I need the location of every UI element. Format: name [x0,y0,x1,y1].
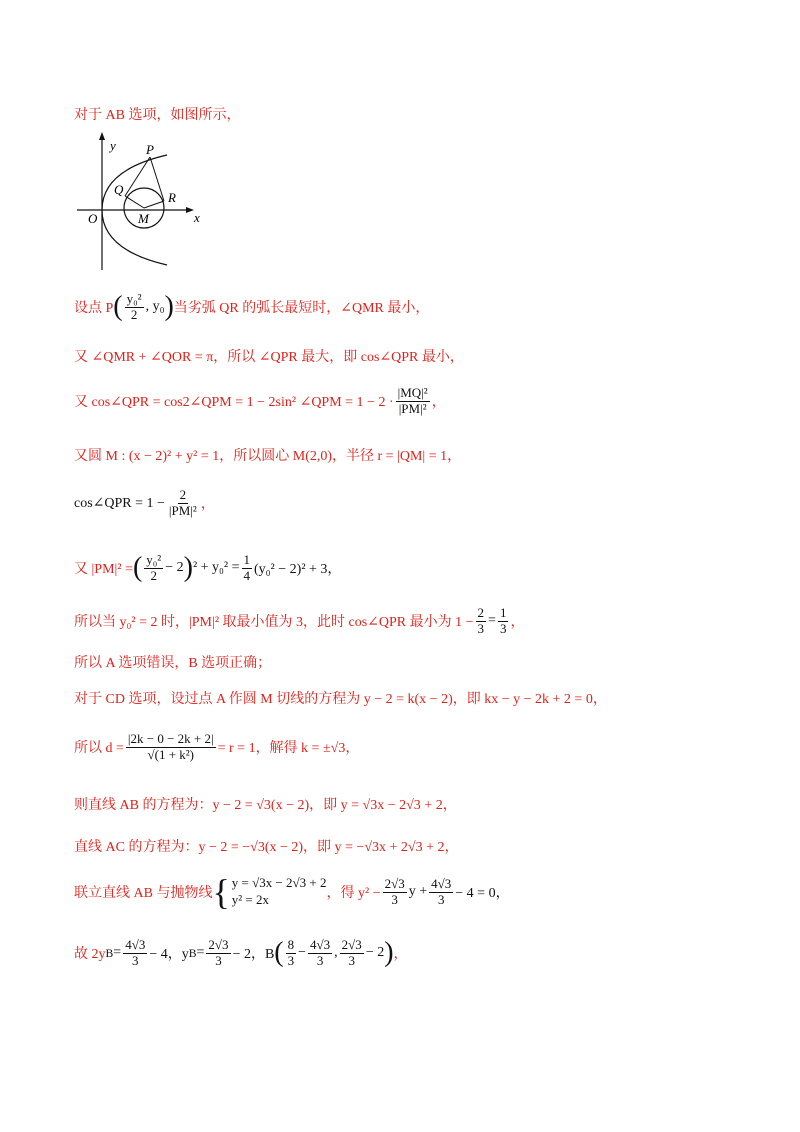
paren-open-2: ( [132,552,143,584]
fraction-1-4: $\frac{1}{4}$ [243,552,251,583]
paren-close: ) [164,291,174,323]
label-r: R [168,190,176,205]
label-y: y [110,138,116,153]
text-line-cos-qpr: cos∠QPR = 1 − $\frac{2}{\text{|PM|²}}$ ， [74,487,215,518]
text-line-angle-sum: 又 ∠QMR + ∠QOR = π，所以 ∠QPR 最大，即 cos∠QPR 最小， [74,350,464,365]
text-line-ac-equation: 直线 AC 的方程为：y − 2 = −√3(x − 2)，即 y = −√3x + 2√3 + 2， [74,840,459,855]
fraction-1-3: $\frac{1}{3}$ [499,605,507,636]
tangent-pq [125,157,150,196]
text-line-yb: 故 2y B = $\frac{4√3}{3}$ − 4，y B = $\frac{2√3}{3}$ − 2，B ( $\frac{8}{3}$ − $\frac{4√3}{3}$ , $\frac{2√3}{3}$ − 2 ) ， [74,937,408,969]
text-line-conclusion-ab: 所以 A 选项错误，B 选项正确； [74,656,272,671]
paren-open: ( [113,291,123,323]
radius-mr [144,201,164,208]
fraction-2sqrt3-3c: $\frac{2√3}{3}$ [341,937,362,968]
fraction-2-pm: $\frac{2}{\text{|PM|²}}$ [168,487,197,518]
tangent-pr [150,157,164,201]
text-line-ab-intro: 对于 AB 选项，如图所示， [74,108,241,123]
paren-close-2: ) [183,552,193,584]
fraction-distance: $\frac{|2k - 0 - 2k + 2|}{\text{√(1 + k²)}}$ [127,731,214,762]
fraction-2-3: $\frac{2}{3}$ [477,605,485,636]
paren-open-3: ( [274,937,284,969]
text-line-distance: 所以 d = $\frac{|2k - 0 - 2k + 2|}{\text{√(1 + k²)}}$ = r = 1，解得 k = ±√3， [74,731,360,762]
fraction-4sqrt3-3b: $\frac{4√3}{3}$ [125,937,146,968]
text-line-system: 联立直线 AB 与抛物线 { y = √3x − 2√3 + 2 y² = 2x ，得 y² − $\frac{2√3}{3}$ y + $\frac{4√3}{3}$ − 4 = 0， [74,872,510,912]
label-m: M [138,211,149,226]
fraction-8-3: $\frac{8}{3}$ [287,937,295,968]
label-q: Q [114,182,124,197]
text-line-set-p: 设点 P ( $\frac{\text{y₀²}}{2}$ , y₀ ) 当劣弧 QR 的弧长最短时，∠QMR 最小， [74,291,430,323]
text-line-cos-expansion: 又 cos∠QPR = cos2∠QPM = 1 − 2sin² ∠QPM = 1 − 2 · $\frac{\text{|MQ|²}}{\text{|PM|²}}$ ， [74,385,446,416]
text-line-cd-intro: 对于 CD 选项，设过点 A 作圆 M 切线的方程为 y − 2 = k(x − 2)，即 kx − y − 2k + 2 = 0， [74,692,607,707]
fraction-4sqrt3-3: $\frac{4√3}{3}$ [431,875,452,907]
fraction-y0sq-2: $\frac{\text{y₀²}}{2}$ [126,291,142,322]
label-p: P [146,142,154,157]
text-line-ab-equation: 则直线 AB 的方程为：y − 2 = √3(x − 2)，即 y = √3x − 2√3 + 2， [74,798,457,813]
parabola-circle-diagram [72,130,222,275]
fraction-y0sq-2b: $\frac{\text{y₀²}}{2}$ [146,552,162,583]
system-brace: { [212,872,230,912]
text-line-pm-squared: 又 |PM|² = ( $\frac{\text{y₀²}}{2}$ − 2 ) ² + y₀² = $\frac{1}{4}$ (y₀² − 2)² + 3， [74,552,342,584]
radius-mq [125,196,144,208]
fraction-mq-pm: $\frac{\text{|MQ|²}}{\text{|PM|²}}$ [397,385,428,416]
label-o: O [88,211,98,226]
fraction-2sqrt3-3b: $\frac{2√3}{3}$ [208,937,229,968]
x-axis-arrow [186,207,194,213]
text-line-minimum: 所以当 y₀² = 2 时，|PM|² 取最小值为 3，此时 cos∠QPR 最小为 1 − $\frac{2}{3}$ = $\frac{1}{3}$ ， [74,605,525,636]
paren-close-3: ) [384,937,394,969]
fraction-4sqrt3-3c: $\frac{4√3}{3}$ [310,937,331,968]
equation-system: y = √3x − 2√3 + 2 y² = 2x [231,875,327,907]
fraction-2sqrt3-3: $\frac{2√3}{3}$ [384,875,405,907]
y-axis-arrow [99,132,105,140]
text-line-circle-m: 又圆 M : (x − 2)² + y² = 1，所以圆心 M(2,0)，半径 r = |QM| = 1， [74,449,462,464]
label-x: x [194,210,200,225]
